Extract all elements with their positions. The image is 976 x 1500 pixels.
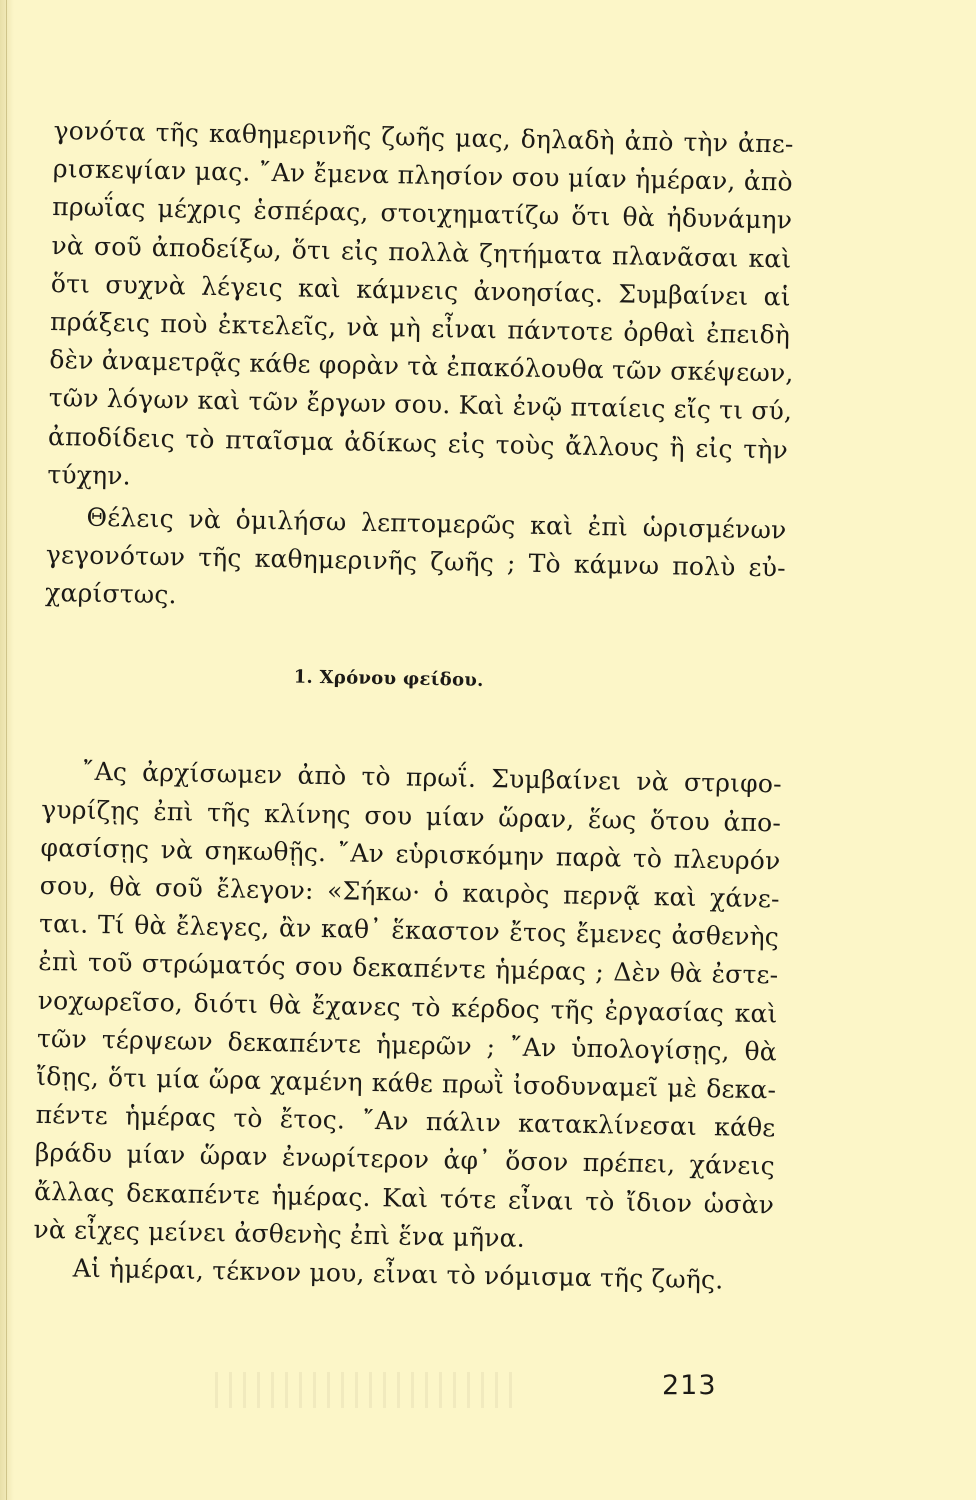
text-line: γεγονότων τῆς καθημερινῆς ζωῆς ; Τὸ κάμνω πολὺ εὐ-	[45, 539, 787, 583]
text-line: φασίσῃς νὰ σηκωθῇς. ῎Αν εὑρισκόμην παρὰ τὸ πλευρόν	[40, 832, 781, 876]
text-line: ται. Τί θὰ ἔλεγες, ἂν καθ᾽ ἕκαστον ἔτος ἔμενες ἀσθενὴς	[38, 909, 780, 952]
text-line: δὲν ἀναμετρᾷς κάθε φορὰν τὰ ἐπακόλουθα τῶν σκέψεων,	[49, 345, 794, 388]
text-line: τῶν τέρψεων δεκαπέντε ἡμερῶν ; ῎Αν ὑπολογίσῃς, θὰ	[36, 1023, 778, 1067]
print-bleed-marks	[215, 1372, 515, 1408]
paragraph-1	[47, 112, 794, 507]
text-line: σου, θὰ σοῦ ἔλεγον: «Σήκω· ὁ καιρὸς περνᾷ καὶ χάνε-	[39, 870, 780, 914]
text-line: ῎Ας ἀρχίσωμεν ἀπὸ τὸ πρωΐ. Συμβαίνει νὰ στριφο-	[81, 757, 783, 799]
page-fold-line	[6, 0, 7, 1500]
text-line: Αἱ ἡμέραι, τέκνον μου, εἶναι τὸ νόμισμα τῆς ζωῆς.	[72, 1253, 724, 1295]
text-line: ἀποδίδεις τὸ πταῖσμα ἀδίκως εἰς τοὺς ἄλλους ἢ εἰς τὴν	[47, 421, 789, 465]
body-text	[32, 112, 793, 1300]
paragraph-2	[45, 498, 787, 626]
text-line: πέντε ἡμέρας τὸ ἔτος. ῎Αν πάλιν κατακλίνεσαι κάθε	[35, 1099, 776, 1143]
section-heading-area	[42, 612, 784, 766]
text-line: ἄλλας δεκαπέντε ἡμέρας. Καὶ τότε εἶναι τὸ ἴδιον ὡσὰν	[33, 1176, 775, 1219]
paragraph-3	[33, 752, 782, 1262]
text-line: γυρίζῃς ἐπὶ τῆς κλίνης σου μίαν ὥραν, ἕως ὅτου ἀπο-	[40, 794, 782, 838]
text-line: νοχωρεῖσο, διότι θὰ ἔχανες τὸ κέρδος τῆς ἐργασίας καὶ	[37, 985, 778, 1028]
page-number: 213	[662, 1370, 717, 1401]
text-line: ἐπὶ τοῦ στρώματός σου δεκαπέντε ἡμέρας ; Δὲν θὰ ἐστε-	[38, 947, 779, 990]
text-line: ρισκεψίαν μας. ῎Αν ἔμενα πλησίον σου μίαν ἡμέραν, ἀπὸ	[52, 154, 794, 197]
text-line: γονότα τῆς καθημερινῆς ζωῆς μας, δηλαδὴ ἀπὸ τὴν ἀπε-	[53, 115, 794, 159]
text-line: τύχην.	[47, 459, 132, 491]
text-line: χαρίστως.	[44, 578, 177, 610]
text-line: ἴδῃς, ὅτι μία ὥρα χαμένη κάθε πρωῒ ἰσοδυναμεῖ μὲ δεκα-	[36, 1061, 777, 1105]
text-line: νὰ σοῦ ἀποδείξω, ὅτι εἰς πολλὰ ζητήματα πλανᾶσαι καὶ	[51, 230, 792, 274]
text-line: πράξεις ποὺ ἐκτελεῖς, νὰ μὴ εἶναι πάντοτε ὀρθαὶ ἐπειδὴ	[49, 306, 791, 350]
text-line: νὰ εἶχες μείνει ἀσθενὴς ἐπὶ ἕνα μῆνα.	[33, 1214, 526, 1253]
section-heading: 1. Χρόνου φείδου.	[293, 666, 484, 692]
text-line: τῶν λόγων καὶ τῶν ἔργων σου. Καὶ ἐνῷ πταίεις εἴς τι σύ,	[48, 383, 793, 426]
text-line: πρωΐας μέχρις ἑσπέρας, στοιχηματίζω ὅτι θὰ ἠδυνάμην	[51, 192, 793, 235]
text-line: Θέλεις νὰ ὁμιλήσω λεπτομερῶς καὶ ἐπὶ ὡρισμένων	[86, 502, 787, 545]
text-line: ὅτι συχνὰ λέγεις καὶ κάμνεις ἀνοησίας. Συμβαίνει αἱ	[50, 268, 792, 312]
text-line: βράδυ μίαν ὥραν ἐνωρίτερον ἀφ᾽ ὅσον πρέπει, χάνεις	[34, 1138, 776, 1181]
page-gutter-shadow	[0, 0, 14, 1500]
